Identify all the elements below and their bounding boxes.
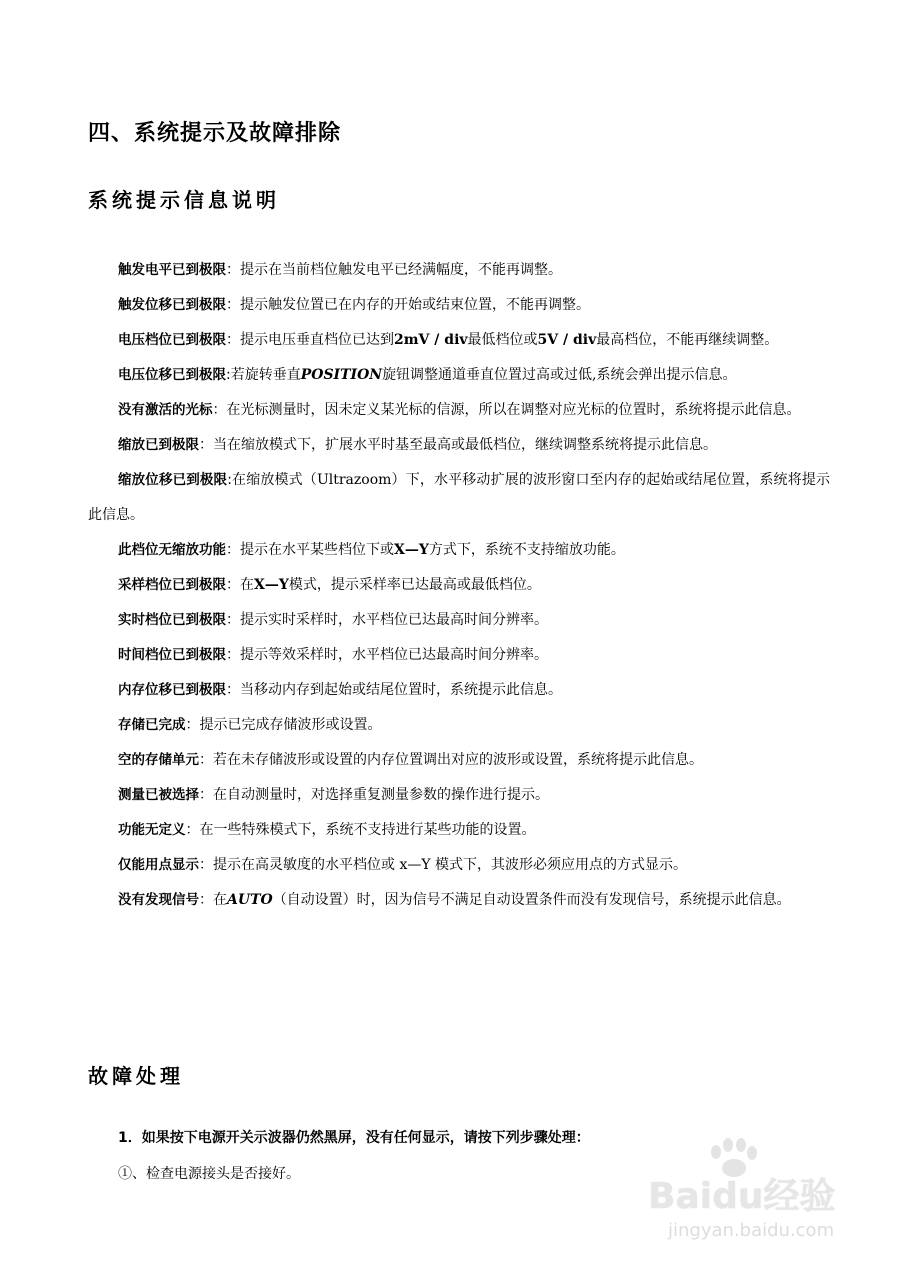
watermark-logo: Baidu经验 — [648, 1176, 836, 1217]
message-list — [88, 253, 830, 918]
message-term: 此档位无缩放功能 — [118, 542, 226, 558]
message-term: 空的存储单元 — [118, 752, 199, 768]
message-term: 仅能用点显示 — [118, 857, 199, 873]
message-item-realtime-scale: 实时档位已到极限：提示实时采样时，水平档位已达最高时间分辨率。 — [118, 612, 548, 628]
message-term: 存储已完成 — [118, 717, 186, 733]
message-item-trigger-level: 触发电平已到极限：提示在当前档位触发电平已经满幅度，不能再调整。 — [118, 262, 562, 278]
message-term: 缩放位移已到极限 — [118, 472, 228, 488]
message-term: 电压位移已到极限 — [118, 367, 226, 383]
chapter-heading: 四、系统提示及故障排除 — [88, 121, 342, 146]
message-item-dots-only: 仅能用点显示：提示在高灵敏度的水平档位或 x—Y 模式下，其波形必须应用点的方式显示。 — [118, 857, 688, 873]
section-title-system-messages: 系统提示信息说明 — [88, 188, 280, 212]
message-term: 触发位移已到极限 — [118, 297, 226, 313]
message-item-empty-slot: 空的存储单元：若在未存储波形或设置的内存位置调出对应的波形或设置，系统将提示此信息。 — [118, 752, 703, 768]
message-item-no-active-cursor: 没有激活的光标：在光标测量时，因未定义某光标的信源，所以在调整对应光标的位置时，系统将提示此信息。 — [118, 402, 801, 418]
watermark-url: jingyan.baidu.com — [668, 1220, 835, 1241]
message-term: 电压档位已到极限 — [118, 332, 226, 348]
message-item-save-complete: 存储已完成：提示已完成存储波形或设置。 — [118, 717, 382, 733]
message-item-voltage-offset: 电压位移已到极限:若旋转垂直POSITION旋钮调整通道垂直位置过高或过低,系统会弹出提示信息。 — [118, 367, 737, 383]
message-term: 测量已被选择 — [118, 787, 199, 803]
troubleshooting-substep-1: ①、检查电源接头是否接好。 — [118, 1166, 300, 1182]
message-item-zoom-offset: 缩放位移已到极限:在缩放模式（Ultrazoom）下，水平移动扩展的波形窗口至内存的起始或结尾位置，系统将提示此信息。 — [88, 472, 830, 523]
message-term: 内存位移已到极限 — [118, 682, 226, 698]
message-item-voltage-scale: 电压档位已到极限：提示电压垂直档位已达到2mV / div最低档位或5V / div最高档位，不能再继续调整。 — [118, 332, 779, 348]
message-item-sample-scale: 采样档位已到极限：在X—Y模式，提示采样率已达最高或最低档位。 — [118, 577, 541, 593]
message-term: 没有发现信号 — [118, 892, 199, 908]
section-title-troubleshooting: 故障处理 — [88, 1064, 184, 1088]
message-item-memory-offset: 内存位移已到极限：当移动内存到起始或结尾位置时，系统提示此信息。 — [118, 682, 562, 698]
message-item-zoom-limit: 缩放已到极限：当在缩放模式下，扩展水平时基至最高或最低档位，继续调整系统将提示此信息。 — [118, 437, 717, 453]
message-term: 采样档位已到极限 — [118, 577, 226, 593]
message-term: 实时档位已到极限 — [118, 612, 226, 628]
baidu-jingyan-watermark — [648, 1138, 858, 1244]
message-term: 时间档位已到极限 — [118, 647, 226, 663]
message-term: 没有激活的光标 — [118, 402, 213, 418]
troubleshooting-step-1: 1．如果按下电源开关示波器仍然黑屏，没有任何显示，请按下列步骤处理： — [118, 1130, 590, 1146]
message-item-no-zoom: 此档位无缩放功能：提示在水平某些档位下或X—Y方式下，系统不支持缩放功能。 — [118, 542, 625, 558]
message-term: 触发电平已到极限 — [118, 262, 226, 278]
message-item-time-scale: 时间档位已到极限：提示等效采样时，水平档位已达最高时间分辨率。 — [118, 647, 548, 663]
message-item-no-signal: 没有发现信号：在AUTO（自动设置）时，因为信号不满足自动设置条件而没有发现信号，系统提示此信息。 — [118, 892, 791, 908]
message-item-trigger-offset: 触发位移已到极限：提示触发位置已在内存的开始或结束位置，不能再调整。 — [118, 297, 590, 313]
message-term: 功能无定义 — [118, 822, 186, 838]
message-term: 缩放已到极限 — [118, 437, 199, 453]
message-item-measure-selected: 测量已被选择：在自动测量时，对选择重复测量参数的操作进行提示。 — [118, 787, 549, 803]
message-item-undefined-function: 功能无定义：在一些特殊模式下，系统不支持进行某些功能的设置。 — [118, 822, 536, 838]
